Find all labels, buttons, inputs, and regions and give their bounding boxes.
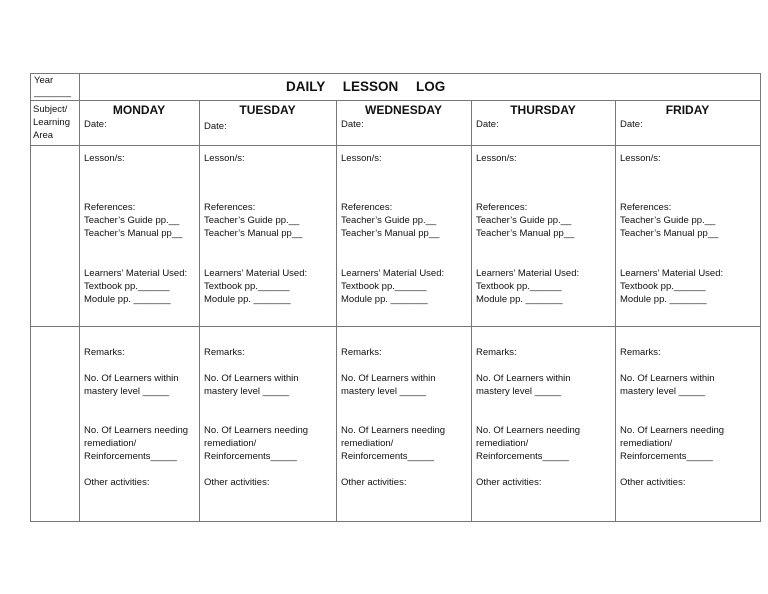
other-label: Other activities: — [620, 477, 686, 488]
row-divider — [30, 326, 761, 327]
teachers-guide-label: Teacher’s Guide pp.__ — [620, 215, 716, 226]
module-label: Module pp. _______ — [476, 294, 563, 305]
remarks-label: Remarks: — [620, 347, 661, 358]
lessons-label: Lesson/s: — [204, 153, 245, 164]
other-label: Other activities: — [476, 477, 542, 488]
lessons-label: Lesson/s: — [84, 153, 125, 164]
mastery-2-label: mastery level _____ — [476, 386, 562, 397]
remediation-3-label: Reinforcements_____ — [204, 451, 297, 462]
lessons-label: Lesson/s: — [476, 153, 517, 164]
date-field-label: Date: — [476, 119, 499, 130]
remediation-3-label: Reinforcements_____ — [620, 451, 713, 462]
table-border-bottom — [30, 521, 761, 522]
learners-material-label: Learners’ Material Used: — [476, 268, 580, 279]
day-header: THURSDAY — [510, 103, 576, 117]
learners-material-label: Learners’ Material Used: — [84, 268, 188, 279]
remediation-2-label: remediation/ — [476, 438, 529, 449]
mastery-2-label: mastery level _____ — [341, 386, 427, 397]
remarks-label: Remarks: — [341, 347, 382, 358]
lessons-label: Lesson/s: — [620, 153, 661, 164]
date-field-label: Date: — [620, 119, 643, 130]
teachers-manual-label: Teacher’s Manual pp__ — [204, 228, 303, 239]
module-label: Module pp. _______ — [341, 294, 428, 305]
other-label: Other activities: — [204, 477, 270, 488]
mastery-1-label: No. Of Learners within — [620, 373, 715, 384]
mastery-2-label: mastery level _____ — [620, 386, 706, 397]
date-field-label: Date: — [84, 119, 107, 130]
column-divider — [336, 100, 337, 522]
remediation-2-label: remediation/ — [84, 438, 137, 449]
teachers-guide-label: Teacher’s Guide pp.__ — [341, 215, 437, 226]
day-header: FRIDAY — [665, 103, 710, 117]
teachers-guide-label: Teacher’s Guide pp.__ — [204, 215, 300, 226]
textbook-label: Textbook pp.______ — [84, 281, 170, 292]
table-border-left — [30, 73, 31, 522]
date-field-label: Date: — [341, 119, 364, 130]
module-label: Module pp. _______ — [620, 294, 707, 305]
mastery-1-label: No. Of Learners within — [476, 373, 571, 384]
column-divider — [471, 100, 472, 522]
remediation-3-label: Reinforcements_____ — [476, 451, 569, 462]
textbook-label: Textbook pp.______ — [204, 281, 290, 292]
column-divider — [79, 73, 80, 522]
module-label: Module pp. _______ — [204, 294, 291, 305]
year-label: Year — [34, 75, 54, 86]
remediation-1-label: No. Of Learners needing — [476, 425, 581, 436]
module-label: Module pp. _______ — [84, 294, 171, 305]
day-header: TUESDAY — [239, 103, 296, 117]
row-divider — [30, 145, 761, 146]
learners-material-label: Learners’ Material Used: — [204, 268, 308, 279]
other-label: Other activities: — [84, 477, 150, 488]
column-divider — [615, 100, 616, 522]
learners-material-label: Learners’ Material Used: — [341, 268, 445, 279]
teachers-manual-label: Teacher’s Manual pp__ — [341, 228, 440, 239]
remediation-2-label: remediation/ — [620, 438, 673, 449]
other-label: Other activities: — [341, 477, 407, 488]
remarks-label: Remarks: — [84, 347, 125, 358]
teachers-manual-label: Teacher’s Manual pp__ — [476, 228, 575, 239]
remediation-2-label: remediation/ — [341, 438, 394, 449]
mastery-1-label: No. Of Learners within — [204, 373, 299, 384]
subject-label-2: Learning — [33, 117, 70, 128]
subject-label-1: Subject/ — [33, 104, 68, 115]
remediation-1-label: No. Of Learners needing — [204, 425, 309, 436]
teachers-manual-label: Teacher’s Manual pp__ — [84, 228, 183, 239]
day-header: MONDAY — [112, 103, 166, 117]
remediation-3-label: Reinforcements_____ — [341, 451, 434, 462]
day-header: WEDNESDAY — [365, 103, 442, 117]
remarks-label: Remarks: — [204, 347, 245, 358]
lessons-label: Lesson/s: — [341, 153, 382, 164]
row-divider — [30, 100, 761, 101]
table-border-right — [760, 73, 761, 522]
remediation-3-label: Reinforcements_____ — [84, 451, 177, 462]
date-field-label: Date: — [204, 121, 227, 132]
mastery-1-label: No. Of Learners within — [341, 373, 436, 384]
teachers-manual-label: Teacher’s Manual pp__ — [620, 228, 719, 239]
remediation-2-label: remediation/ — [204, 438, 257, 449]
learners-material-label: Learners’ Material Used: — [620, 268, 724, 279]
mastery-2-label: mastery level _____ — [84, 386, 170, 397]
mastery-2-label: mastery level _____ — [204, 386, 290, 397]
references-label: References: — [84, 202, 136, 213]
remediation-1-label: No. Of Learners needing — [620, 425, 725, 436]
subject-label-3: Area — [33, 130, 54, 141]
remediation-1-label: No. Of Learners needing — [84, 425, 189, 436]
remediation-1-label: No. Of Learners needing — [341, 425, 446, 436]
mastery-1-label: No. Of Learners within — [84, 373, 179, 384]
page-title: DAILY LESSON LOG — [286, 79, 446, 94]
remarks-label: Remarks: — [476, 347, 517, 358]
year-blank: _______ — [34, 87, 71, 98]
teachers-guide-label: Teacher’s Guide pp.__ — [476, 215, 572, 226]
textbook-label: Textbook pp.______ — [341, 281, 427, 292]
references-label: References: — [476, 202, 528, 213]
textbook-label: Textbook pp.______ — [620, 281, 706, 292]
references-label: References: — [204, 202, 256, 213]
references-label: References: — [341, 202, 393, 213]
column-divider — [199, 100, 200, 522]
table-border-top — [30, 73, 761, 74]
textbook-label: Textbook pp.______ — [476, 281, 562, 292]
teachers-guide-label: Teacher’s Guide pp.__ — [84, 215, 180, 226]
references-label: References: — [620, 202, 672, 213]
